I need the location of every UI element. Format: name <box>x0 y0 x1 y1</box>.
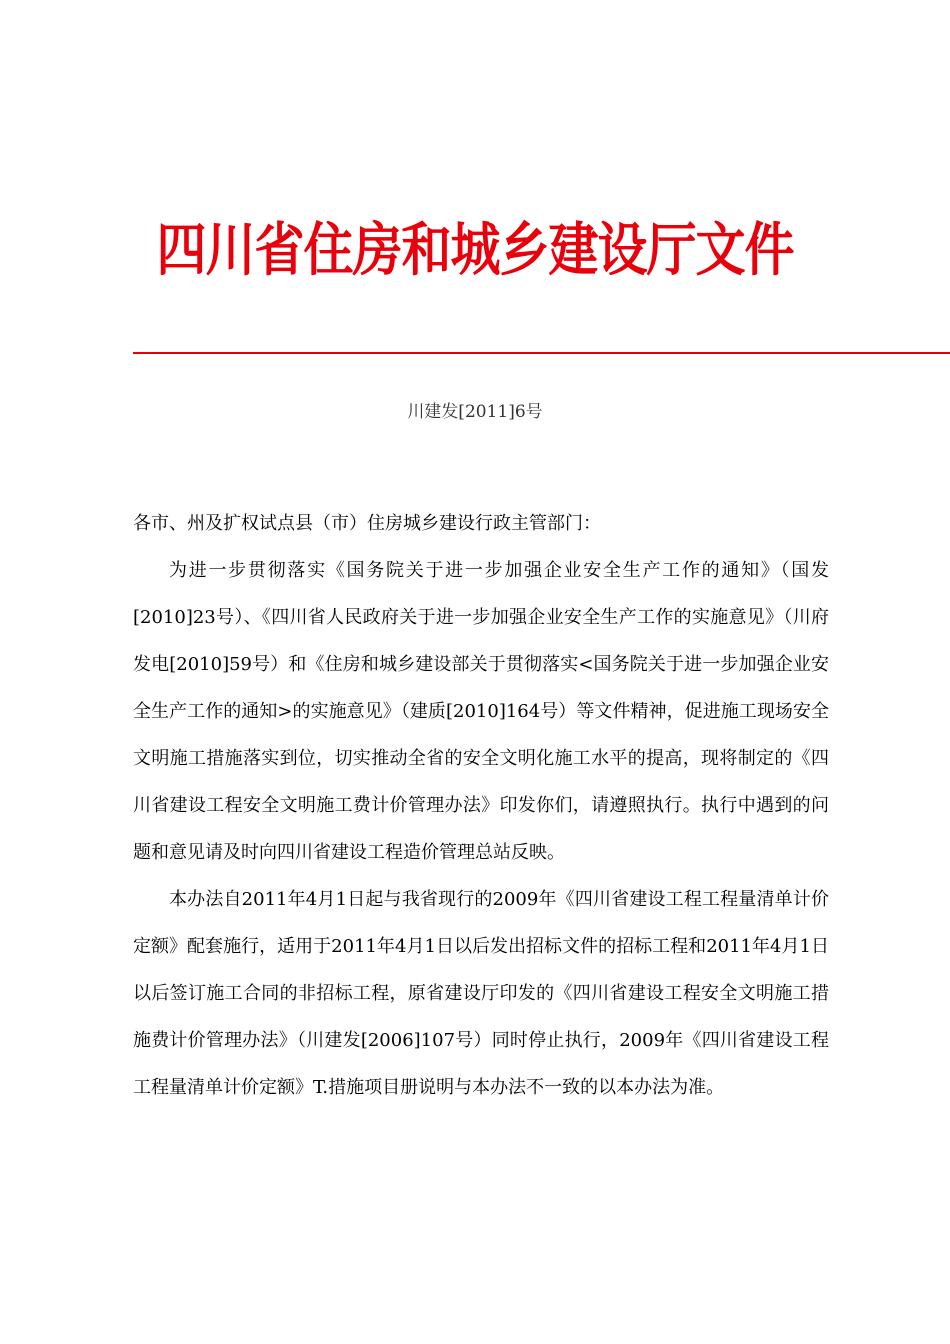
body-paragraph-2: 本办法自2011年4月1日起与我省现行的2009年《四川省建设工程工程量清单计价定额》配套施行，适用于2011年4月1日以后发出招标文件的招标工程和2011年4月1日以后签订施工合同的非招标工程，原省建设厅印发的《四川省建设工程安全文明施工措施费计价管理办法》（川建发[2006]107号）同时停止执行，2009年《四川省建设工程工程量清单计价定额》T.措施项目册说明与本办法不一致的以本办法为准。 <box>133 889 829 1098</box>
red-divider-line <box>133 352 950 354</box>
document-number: 川建发[2011]6号 <box>407 402 543 422</box>
body-paragraph-1: 为进一步贯彻落实《国务院关于进一步加强企业安全生产工作的通知》（国发[2010]23号）、《四川省人民政府关于进一步加强企业安全生产工作的实施意见》（川府发电[2010]59号）和《住房和城乡建设部关于贯彻落实<国务院关于进一步加强企业安全生产工作的通知>的实施意见》（建质[2010]164号）等文件精神，促进施工现场安全文明施工措施落实到位，切实推动全省的安全文明化施工水平的提高，现将制定的《四川省建设工程安全文明施工费计价管理办法》印发你们，请遵照执行。执行中遇到的问题和意见请及时向四川省建设工程造价管理总站反映。 <box>133 560 829 863</box>
addressee-line: 各市、州及扩权试点县（市）住房城乡建设行政主管部门： <box>133 513 601 534</box>
document-title: 四川省住房和城乡建设厅文件 <box>156 216 794 284</box>
document-body <box>133 500 829 1111</box>
